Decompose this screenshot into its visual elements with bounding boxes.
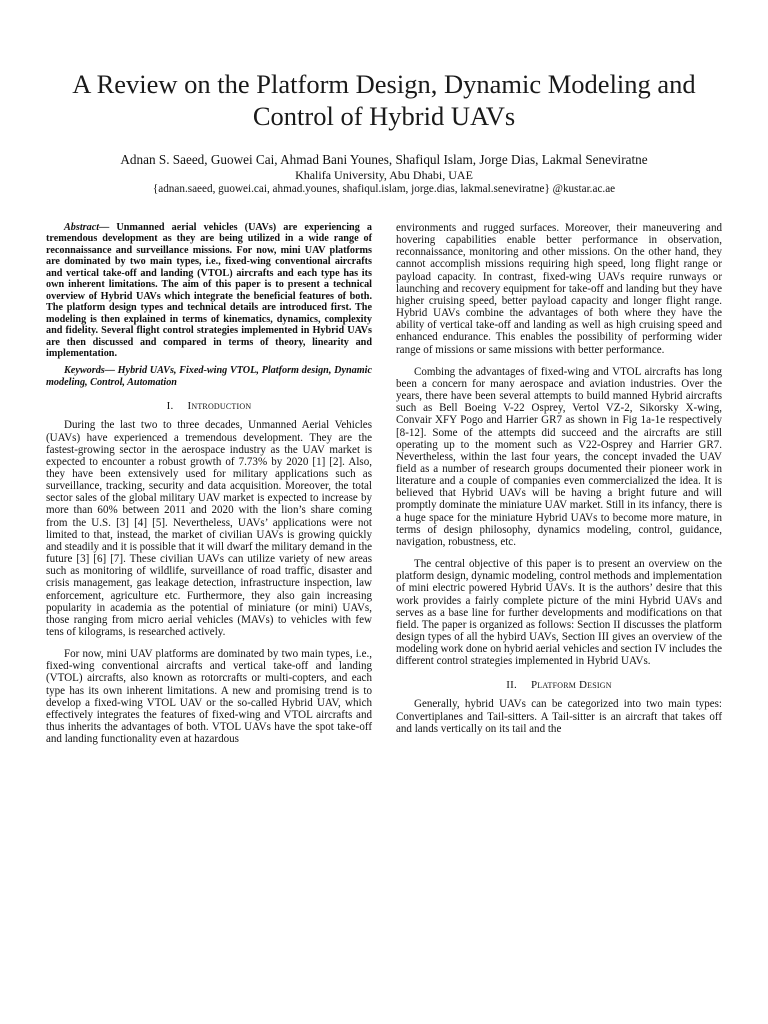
left-column — [46, 222, 372, 745]
keywords: Keywords— Hybrid UAVs, Fixed-wing VTOL, Platform design, Dynamic modeling, Control, Automation — [46, 365, 372, 388]
author-list: Adnan S. Saeed, Guowei Cai, Ahmad Bani Younes, Shafiqul Islam, Jorge Dias, Lakmal Seneviratne — [120, 152, 648, 167]
section-number: I. — [166, 400, 174, 413]
section-heading-platform-design — [396, 679, 722, 692]
paper-title: A Review on the Platform Design, Dynamic Modeling and Control of Hybrid UAVs — [72, 69, 696, 131]
intro-paragraph-4: The central objective of this paper is to present an overview on the platform design, dynamic modeling, control methods and implementation of mini electric powered Hybrid UAVs. It is the authors’ desire that this work provides a fairly complete picture of the mini Hybrid UAVs and serves as a base line for further developments and modifications on that field. The paper is organized as follows: Section II discusses the platform design types of all the hybird UAVs, Section III gives an overview of the modeling work done on hybrid aerial vehicles and section IV includes the different control strategies implemented in Hybrid UAVs. — [396, 558, 722, 668]
affiliation: Khalifa University, Abu Dhabi, UAE — [295, 168, 473, 182]
intro-paragraph-2-continued: environments and rugged surfaces. Moreover, their maneuvering and hovering capabilities enable better performance in observation, reconnaissance, monitoring and other missions. On the other hand, they cannot accomplish missions requiring high speed, long flight range or payload capacity. In contrast, fixed-wing UAVs require runways or launching and recovery equipment for take-off and landing but they have higher cruising speed, better payload capacity and longer flight range. Hybrid UAVs combine the advantages of both where they have the ability of vertical take-off and landing as well as high cruising speed and enhanced endurance. This enables the possibility of performing wider range of missions or same missions with better performance. — [396, 222, 722, 356]
section-title: Introduction — [187, 400, 252, 413]
intro-paragraph-1: During the last two to three decades, Unmanned Aerial Vehicles (UAVs) have experienced a tremendous development. They are the fastest-growing sector in the aerospace industry as the UAV market is expected to encounter a robust growth of 7.73% by 2020 [1] [2]. Also, they have been extensively used for military applications such as surveillance, tracking, security and data acquisition. Moreover, the total sector sales of the global military UAV market is expected to increase by more than 60% between 2011 and 2020 with the lion’s share coming from the U.S. [3] [4] [5]. Nevertheless, UAVs’ applications were not limited to that, instead, the market of civilian UAVs is growing quickly and steadily and it is possible that it will dwarf the military demand in the future [3] [6] [7]. These civilian UAVs can utilize variety of new areas such as monitoring of wildlife, surveillance of road traffic, disaster and crisis management, gas leakage detection, infrastructure inspection, law enforcement, agriculture etc. Furthermore, they also gain increasing popularity in academia as the potential of miniature (or mini) UAVs, those ranging from micro aerial vehicles (MAVs) to vehicles with few tens of kilograms, is researched actively. — [46, 419, 372, 638]
right-column — [396, 222, 722, 735]
intro-paragraph-3: Combing the advantages of fixed-wing and VTOL aircrafts has long been a concern for many aerospace and aviation industries. Over the years, there have been several attempts to build manned Hybrid aircrafts such as Bell Boeing V-22 Osprey, Vertol VZ-2, Sikorsky X-wing, Convair XFY Pogo and Harrier GR7 as shown in Fig 1a-1e respectively [8-12]. Some of the attempts did succeed and the aircrafts are still operating up to the moment such as V22-Osprey and Harrier GR7. Nevertheless, within the last four years, the concept invaded the UAV field as a number of research groups documented their pioneer work in literature and a couple of companies even commercialized the idea. It is believed that Hybrid UAVs will be having a bright future and will promptly dominate the miniature UAV market. Still in its infancy, there is a huge space for the miniature Hybrid UAVs to become more mature, in terms of design philosophy, dynamics modeling, control, guidance, navigation, robustness, etc. — [396, 365, 722, 548]
section-heading-introduction — [46, 400, 372, 413]
section-number: II. — [506, 679, 517, 692]
platform-paragraph-1: Generally, hybrid UAVs can be categorized into two main types: Convertiplanes and Tail-sitters. A Tail-sitter is an aircraft that takes off and lands vertically on its tail and the — [396, 698, 722, 735]
intro-paragraph-2: For now, mini UAV platforms are dominated by two main types, i.e., fixed-wing conventional aircrafts and vertical take-off and landing (VTOL) aircrafts, also known as rotorcrafts or multi-copters, and each type has its own inherent limitations. A new and promising trend is to develop a fixed-wing VTOL UAV or the so-called Hybrid UAV, which effectively integrates the features of fixed-wing and VTOL aircrafts and thus inherits the advantages of both. VTOL UAVs have the spot take-off and landing functionality even at hazardous — [46, 648, 372, 746]
abstract-label: Abstract— — [64, 222, 110, 233]
abstract-text: Unmanned aerial vehicles (UAVs) are experiencing a tremendous development as they are being utilized in a wide range of reconnaissance and surveillance missions. For now, mini UAV platforms are dominated by two main types, i.e., fixed-wing conventional aircrafts and vertical take-off and landing (VTOL) aircrafts and each type has its own inherent limitations. The aim of this paper is to present a technical overview of Hybrid UAVs which integrate the beneficial features of both. The platform design types and technical details are introduced first. The modeling is then explained in terms of kinematics, dynamics, complexity and fidelity. Several flight control strategies implemented in Hybrid UAVs are then discussed and compared in terms of theory, linearity and implementation. — [46, 222, 372, 359]
author-emails: {adnan.saeed, guowei.cai, ahmad.younes, shafiqul.islam, jorge.dias, lakmal.seneviratne} @kustar.ac.ae — [152, 183, 616, 195]
section-title: Platform Design — [530, 679, 612, 692]
abstract — [46, 222, 372, 359]
